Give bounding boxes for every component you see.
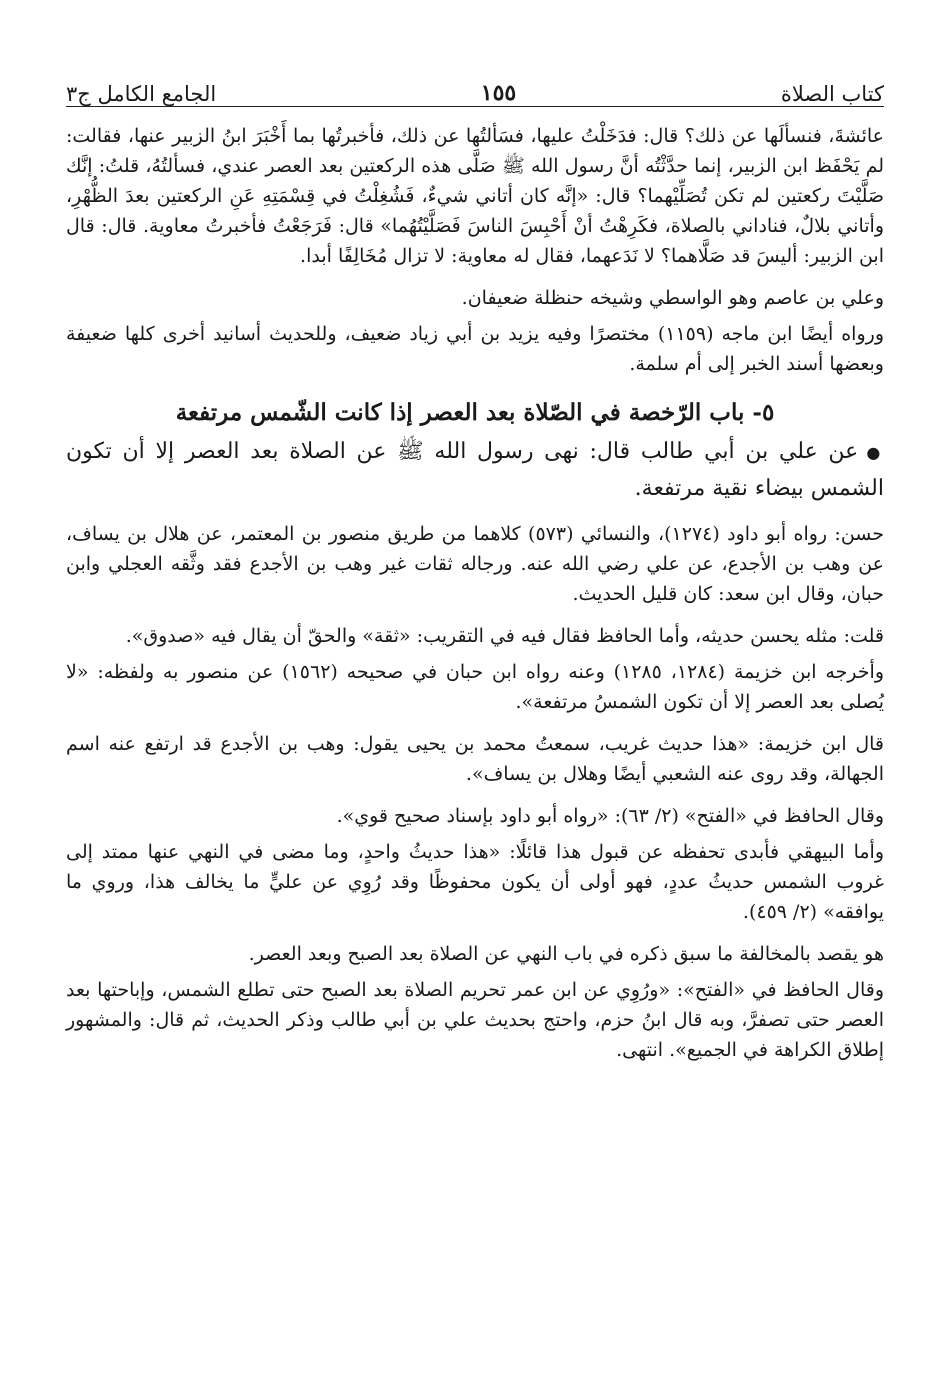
paragraph: عائشةَ، فنسألَها عن ذلك؟ قال: فدَخَلْتُ عليها، فسَألتُها عن ذلك، فأخبرتُها بما أَخْبَرَ ابنُ الزبير عنها، فقالت: لم يَحْفَظ ابن الزبير، إنما حدَّثْتُه أنَّ رسول الله ﷺ صَلَّى هذه الركعتين بعد العصر عندي، فسألتُهُ، قلتُ: إنَّك صَلَّيْتَ ركعتين لم تكن تُصَلِّيْهما؟ قال: «إنَّه كان أتاني شيءٌ، فَشُغِلْتُ في قِسْمَتِهِ عَنِ الركعتين بعدَ الظُّهْرِ، وأتاني بلالٌ، فناداني بالصلاة، فكَرِهْتُ أنْ أَحْبِسَ الناسَ فَصَلَّيْتُهُما» قال: فَرَجَعْتُ فأخبرتُ معاوية. قال: قال ابن الزبير: أليسَ قد صَلَّاهما؟ لا نَدَعهما، فقال له معاوية: لا تزال مُخَالِفًا أبدا. (66, 125, 884, 267)
paragraph: ورواه أيضًا ابن ماجه (١١٥٩) مختصرًا وفيه يزيد بن أبي زياد ضعيف، وللحديث أسانيد أخرى كلها ضعيفة وبعضها أسند الخبر إلى أم سلمة. (66, 323, 884, 375)
paragraph: وأما البيهقي فأبدى تحفظه عن قبول هذا قائلًا: «هذا حديثُ واحدٍ، وما مضى في النهي عنها ممتد إلى غروب الشمس حديثُ عددٍ، فهو أولى أن يكون محفوظًا وقد رُوِي عن عليٍّ ما يخالف هذا، وروي ما يوافقه» (٢/ ٤٥٩). (66, 841, 884, 923)
page-header (66, 62, 884, 107)
section-heading: ٥- باب الرّخصة في الصّلاة بعد العصر إذا كانت الشّمس مرتفعة (175, 399, 775, 426)
paragraph: قلت: مثله يحسن حديثه، وأما الحافظ فقال فيه في التقريب: «ثقة» والحقّ أن يقال فيه «صدوق». (125, 625, 884, 647)
header-book-title: الجامع الكامل ج٣ (66, 82, 217, 106)
hadith-text (66, 434, 884, 507)
paragraph: وعلي بن عاصم وهو الواسطي وشيخه حنظلة ضعيفان. (461, 287, 884, 309)
paragraph: وقال الحافظ في «الفتح» (٢/ ٦٣): «رواه أبو داود بإسناد صحيح قوي». (336, 805, 884, 827)
paragraph: حسن: رواه أبو داود (١٢٧٤)، والنسائي (٥٧٣) كلاهما من طريق منصور بن المعتمر، عن هلال بن يساف، عن وهب بن الأجدع، عن علي رضي الله عنه. ورجاله ثقات غير وهب بن الأجدع فقد وثَّقه العجلي وابن حبان، وقال ابن سعد: كان قليل الحديث. (66, 523, 884, 605)
paragraph: قال ابن خزيمة: «هذا حديث غريب، سمعتُ محمد بن يحيى يقول: وهب بن الأجدع قد ارتفع عنه اسم الجهالة، وقد روى عنه الشعبي أيضًا وهلال بن يساف». (66, 733, 884, 785)
paragraph: هو يقصد بالمخالفة ما سبق ذكره في باب النهي عن الصلاة بعد الصبح وبعد العصر. (248, 943, 884, 965)
paragraph: وقال الحافظ في «الفتح»: «ورُوِي عن ابن عمر تحريم الصلاة بعد الصبح حتى تطلع الشمس، وإباحتها بعد العصر حتى تصفرَّ، وبه قال ابنُ حزم، واحتج بحديث علي بن أبي طالب وذكر الحديث، ثم قال: والمشهور إطلاق الكراهة في الجميع». انتهى. (66, 979, 884, 1061)
hadith-body: عن علي بن أبي طالب قال: نهى رسول الله ﷺ عن الصلاة بعد العصر إلا أن تكون الشمس بيضاء نقية مرتفعة. (66, 439, 884, 501)
bullet-icon: ● (866, 443, 885, 462)
header-chapter-title: كتاب الصلاة (780, 82, 884, 106)
paragraph: وأخرجه ابن خزيمة (١٢٨٤، ١٢٨٥) وعنه رواه ابن حبان في صحيحه (١٥٦٢) عن منصور به ولفظه: «لا يُصلى بعد العصر إلا أن تكون الشمسُ مرتفعة». (66, 661, 884, 713)
page-number: ١٥٥ (480, 80, 517, 106)
